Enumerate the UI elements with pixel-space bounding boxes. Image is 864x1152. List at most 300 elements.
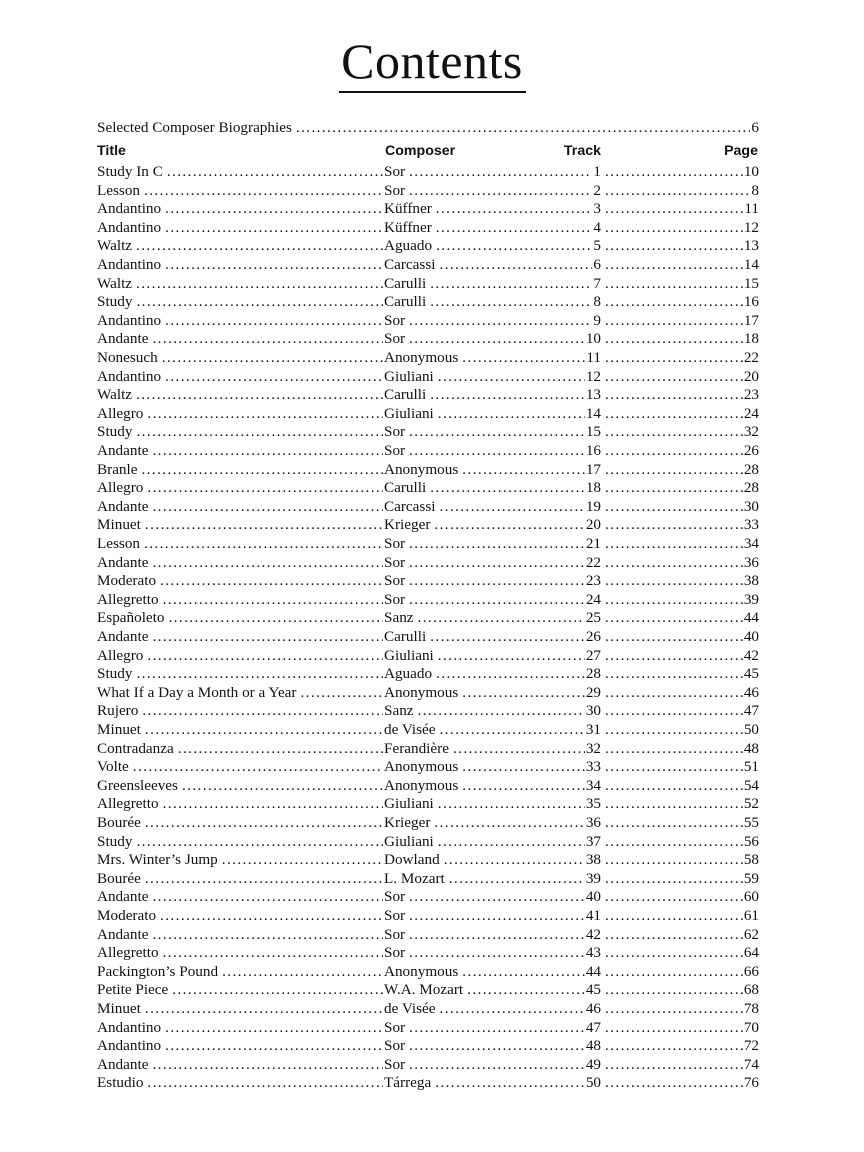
entry-title: Minuet <box>97 516 141 534</box>
dot-leader <box>418 608 585 627</box>
dot-leader <box>430 627 585 646</box>
dot-leader <box>605 850 743 869</box>
entry-title: Andantino <box>97 256 162 273</box>
dot-leader <box>430 292 592 311</box>
entry-page: 33 <box>743 516 759 534</box>
dot-leader <box>605 236 743 255</box>
dot-leader <box>145 869 383 888</box>
entry-title: Contradanza <box>97 739 174 757</box>
entry-title: Andante <box>97 1055 149 1073</box>
dot-leader <box>165 218 383 237</box>
toc-entry[interactable] <box>97 236 759 255</box>
dot-leader <box>439 255 592 274</box>
dot-leader <box>409 1055 585 1074</box>
entry-track: 27 <box>585 646 601 664</box>
entry-track: 43 <box>585 944 601 962</box>
entry-track: 36 <box>585 814 601 831</box>
dot-leader <box>605 757 743 776</box>
entry-page: 16 <box>743 293 759 311</box>
toc-entry[interactable] <box>97 367 759 386</box>
toc-entry[interactable] <box>97 311 759 330</box>
entry-title: Españoleto <box>97 609 165 627</box>
entry-page: 45 <box>743 665 759 683</box>
entry-track: 12 <box>585 367 601 385</box>
dot-leader <box>605 571 743 590</box>
entry-track: 18 <box>585 479 601 497</box>
toc-entry[interactable] <box>97 292 759 311</box>
entry-track: 31 <box>585 721 601 738</box>
dot-leader <box>430 274 592 293</box>
entry-page: 38 <box>743 572 759 590</box>
entry-composer: Anonymous <box>384 460 459 478</box>
toc-entry[interactable] <box>97 664 759 683</box>
dot-leader <box>438 832 585 851</box>
toc-entry[interactable] <box>97 460 759 479</box>
entry-track: 45 <box>585 981 601 999</box>
dot-leader <box>133 757 383 776</box>
dot-leader <box>605 906 743 925</box>
dot-leader <box>467 980 585 999</box>
entry-composer: Sor <box>384 944 406 962</box>
entry-composer: Giuliani <box>384 795 434 813</box>
entry-track: 44 <box>585 962 601 980</box>
entry-composer: Sor <box>384 535 406 552</box>
toc-entry[interactable] <box>97 962 759 981</box>
dot-leader <box>409 590 585 609</box>
toc-entry[interactable] <box>97 887 759 906</box>
entry-track: 22 <box>585 553 601 571</box>
entry-composer: Sor <box>384 907 406 924</box>
dot-leader <box>605 925 743 944</box>
dot-leader <box>605 534 743 553</box>
toc-entry[interactable] <box>97 794 759 813</box>
entry-track: 25 <box>585 609 601 627</box>
entry-title: Mrs. Winter’s Jump <box>97 851 218 869</box>
dot-leader <box>300 683 383 702</box>
entry-page: 30 <box>743 497 759 515</box>
dot-leader <box>409 311 592 330</box>
entry-title: Andantino <box>97 367 162 385</box>
toc-entry[interactable] <box>97 999 759 1018</box>
entry-composer: Carulli <box>384 386 427 404</box>
dot-leader <box>145 515 383 534</box>
dot-leader <box>605 255 743 274</box>
dot-leader <box>444 850 585 869</box>
toc-entry[interactable] <box>97 255 759 274</box>
entry-track: 1 <box>593 163 601 180</box>
dot-leader <box>145 813 383 832</box>
dot-leader <box>147 646 383 665</box>
toc-entry[interactable] <box>97 646 759 665</box>
column-header-page: Page <box>724 143 758 159</box>
toc-entry[interactable] <box>97 683 759 702</box>
entry-page: 66 <box>743 962 759 980</box>
entry-page: 20 <box>743 367 759 385</box>
entry-track: 3 <box>593 200 601 218</box>
entry-page: 48 <box>743 739 759 757</box>
entry-title: Moderato <box>97 572 157 590</box>
toc-entry[interactable] <box>97 720 759 739</box>
dot-leader <box>136 236 383 255</box>
dot-leader <box>462 962 585 981</box>
dot-leader <box>152 329 383 348</box>
entry-page: 28 <box>743 460 759 478</box>
dot-leader <box>409 1036 585 1055</box>
entry-title: Andante <box>97 497 149 515</box>
entry-title: Study In C <box>97 163 163 180</box>
dot-leader <box>222 962 383 981</box>
entry-track: 23 <box>585 572 601 590</box>
entry-title: Allegro <box>97 479 144 497</box>
toc-entry[interactable] <box>97 1073 759 1092</box>
toc-entry[interactable] <box>97 162 759 181</box>
entry-page: 70 <box>743 1018 759 1036</box>
dot-leader <box>409 162 592 181</box>
entry-page: 62 <box>743 925 759 943</box>
dot-leader <box>449 869 585 888</box>
dot-leader <box>605 329 743 348</box>
entry-track: 8 <box>593 293 601 311</box>
toc-entry[interactable] <box>97 776 759 795</box>
entry-page: 50 <box>743 721 759 738</box>
entry-title: Allegro <box>97 404 144 422</box>
entry-track: 48 <box>585 1037 601 1055</box>
entry-page: 44 <box>743 609 759 627</box>
entry-track: 38 <box>585 851 601 869</box>
toc-entry[interactable] <box>97 943 759 962</box>
entry-track: 11 <box>586 349 601 366</box>
entry-page: 40 <box>743 628 759 645</box>
entry-track: 29 <box>585 683 601 701</box>
toc-entry[interactable] <box>97 329 759 348</box>
dot-leader <box>605 181 750 200</box>
toc-entry[interactable] <box>97 1036 759 1055</box>
dot-leader <box>147 404 383 423</box>
entry-composer: Sor <box>384 442 406 459</box>
dot-leader <box>605 460 743 479</box>
toc-entry[interactable] <box>97 478 759 497</box>
entry-title: Andante <box>97 330 149 348</box>
entry-track: 46 <box>585 1000 601 1017</box>
dot-leader <box>605 627 743 646</box>
entry-title: Petite Piece <box>97 981 169 999</box>
entry-track: 37 <box>585 832 601 850</box>
dot-leader <box>160 571 383 590</box>
entry-composer: Dowland <box>384 851 440 869</box>
entry-title: Greensleeves <box>97 776 178 794</box>
dot-leader <box>605 162 743 181</box>
dot-leader <box>605 590 743 609</box>
entry-composer: Sor <box>384 330 406 348</box>
entry-title: Bourée <box>97 814 141 831</box>
entry-title: Andantino <box>97 200 162 218</box>
entry-title: Andantino <box>97 311 162 329</box>
entry-track: 42 <box>585 925 601 943</box>
dot-leader <box>605 999 743 1018</box>
dot-leader <box>434 515 584 534</box>
dot-leader <box>439 497 584 516</box>
dot-leader <box>152 441 383 460</box>
dot-leader <box>605 646 743 665</box>
dot-leader <box>430 478 585 497</box>
dot-leader <box>163 794 383 813</box>
entry-composer: Giuliani <box>384 646 434 664</box>
entry-composer: Aguado <box>384 237 433 255</box>
dot-leader <box>163 590 383 609</box>
entry-composer: Sor <box>384 1037 406 1055</box>
entry-page: 61 <box>743 907 759 924</box>
dot-leader <box>136 385 383 404</box>
dot-leader <box>605 218 743 237</box>
toc-entry[interactable] <box>97 1018 759 1037</box>
entry-page: 13 <box>743 237 759 255</box>
entry-composer: Küffner <box>384 200 432 218</box>
dot-leader <box>605 739 743 758</box>
entry-track: 39 <box>585 869 601 887</box>
dot-leader <box>605 422 743 441</box>
entry-composer: de Visée <box>384 721 436 738</box>
toc-entry[interactable] <box>97 441 759 460</box>
entry-title: Andante <box>97 553 149 571</box>
toc-entry[interactable] <box>97 627 759 646</box>
toc-entry[interactable] <box>97 571 759 590</box>
entry-composer: Carulli <box>384 479 427 497</box>
entry-title: Lesson <box>97 181 141 199</box>
dot-leader <box>160 906 383 925</box>
toc-entry[interactable] <box>97 181 759 200</box>
column-header-track: Track <box>563 143 601 159</box>
dot-leader <box>462 460 585 479</box>
dot-leader <box>605 701 743 720</box>
dot-leader <box>605 980 743 999</box>
entry-title: Allegretto <box>97 590 159 608</box>
entry-title: Allegro <box>97 646 144 664</box>
toc-entry[interactable] <box>97 515 759 534</box>
entry-track: 9 <box>593 311 601 329</box>
dot-leader <box>434 813 584 832</box>
dot-leader <box>136 664 383 683</box>
toc-entry[interactable] <box>97 274 759 293</box>
toc-entry[interactable] <box>97 701 759 720</box>
dot-leader <box>409 925 585 944</box>
entry-title: Andante <box>97 628 149 645</box>
toc-entry[interactable] <box>97 925 759 944</box>
dot-leader <box>172 980 383 999</box>
entry-page: 14 <box>743 256 759 273</box>
dot-leader <box>605 1036 743 1055</box>
entry-track: 41 <box>585 907 601 924</box>
dot-leader <box>163 943 383 962</box>
entry-composer: Sor <box>384 572 406 590</box>
toc-entry[interactable] <box>97 980 759 999</box>
toc-entry[interactable] <box>97 832 759 851</box>
biographies-label: Selected Composer Biographies <box>97 119 292 136</box>
toc-entry[interactable] <box>97 869 759 888</box>
entry-track: 24 <box>585 590 601 608</box>
dot-leader <box>165 1036 383 1055</box>
toc-entry[interactable] <box>97 553 759 572</box>
dot-leader <box>462 683 585 702</box>
toc-entry[interactable] <box>97 218 759 237</box>
entry-track: 21 <box>585 535 601 552</box>
entry-page: 52 <box>743 795 759 813</box>
dot-leader <box>168 608 383 627</box>
dot-leader <box>605 553 743 572</box>
dot-leader <box>430 385 585 404</box>
dot-leader <box>605 292 743 311</box>
dot-leader <box>462 348 585 367</box>
dot-leader <box>152 1055 383 1074</box>
toc-entry[interactable] <box>97 497 759 516</box>
entry-title: Nonesuch <box>97 349 158 366</box>
entry-composer: Giuliani <box>384 367 434 385</box>
dot-leader <box>409 441 585 460</box>
dot-leader <box>141 460 383 479</box>
dot-leader <box>605 515 743 534</box>
entry-title: Study <box>97 665 133 683</box>
entry-page: 72 <box>743 1037 759 1055</box>
toc-entry[interactable] <box>97 422 759 441</box>
biographies-entry[interactable] <box>97 118 759 137</box>
dot-leader <box>605 962 743 981</box>
toc-entry[interactable] <box>97 739 759 758</box>
dot-leader <box>605 869 743 888</box>
entry-track: 30 <box>585 702 601 720</box>
dot-leader <box>605 1055 743 1074</box>
entry-composer: Carulli <box>384 628 427 645</box>
entry-title: Moderato <box>97 907 157 924</box>
dot-leader <box>605 274 743 293</box>
entry-page: 54 <box>743 776 759 794</box>
dot-leader <box>136 292 383 311</box>
dot-leader <box>605 441 743 460</box>
column-header-composer: Composer <box>385 143 456 159</box>
toc-entry[interactable] <box>97 813 759 832</box>
dot-leader <box>605 1018 743 1037</box>
dot-leader <box>147 1073 383 1092</box>
dot-leader <box>605 832 743 851</box>
entry-title: Waltz <box>97 237 133 255</box>
entry-title: Study <box>97 832 133 850</box>
toc-entry[interactable] <box>97 385 759 404</box>
dot-leader <box>438 646 585 665</box>
toc-entry[interactable] <box>97 1055 759 1074</box>
entry-composer: de Visée <box>384 1000 436 1017</box>
entry-title: Rujero <box>97 702 139 720</box>
entry-track: 20 <box>585 516 601 534</box>
dot-leader <box>296 118 751 137</box>
entry-composer: Sor <box>384 1018 406 1036</box>
dot-leader <box>605 813 743 832</box>
entry-track: 49 <box>585 1055 601 1073</box>
dot-leader <box>165 1018 383 1037</box>
entry-page: 28 <box>743 479 759 497</box>
entry-page: 26 <box>743 442 759 459</box>
entry-title: Andantino <box>97 1018 162 1036</box>
entry-title: Minuet <box>97 721 141 738</box>
dot-leader <box>165 255 383 274</box>
dot-leader <box>152 887 383 906</box>
entry-page: 64 <box>743 944 759 962</box>
toc-entry[interactable] <box>97 404 759 423</box>
dot-leader <box>462 776 585 795</box>
entry-page: 12 <box>743 218 759 236</box>
toc-entry[interactable] <box>97 534 759 553</box>
entry-composer: W.A. Mozart <box>384 981 464 999</box>
entry-composer: Sor <box>384 590 406 608</box>
toc-entry[interactable] <box>97 348 759 367</box>
entry-composer: Sor <box>384 181 406 199</box>
entry-composer: Giuliani <box>384 404 434 422</box>
entry-track: 6 <box>593 256 601 273</box>
entry-composer: Sanz <box>384 702 414 720</box>
entry-composer: Carcassi <box>384 256 436 273</box>
entry-track: 19 <box>585 497 601 515</box>
toc-entry[interactable] <box>97 199 759 218</box>
dot-leader <box>182 776 383 795</box>
dot-leader <box>453 739 585 758</box>
dot-leader <box>438 794 585 813</box>
dot-leader <box>144 534 383 553</box>
dot-leader <box>605 887 743 906</box>
entry-title: Waltz <box>97 386 133 404</box>
entry-track: 32 <box>585 739 601 757</box>
toc-entry[interactable] <box>97 608 759 627</box>
entry-title: Branle <box>97 460 138 478</box>
dot-leader <box>409 887 585 906</box>
entry-title: Study <box>97 423 133 441</box>
entry-title: Lesson <box>97 535 141 552</box>
entry-composer: Krieger <box>384 516 431 534</box>
entry-page: 15 <box>743 274 759 292</box>
entry-page: 58 <box>743 851 759 869</box>
entry-composer: Tárrega <box>384 1074 432 1092</box>
dot-leader <box>165 367 383 386</box>
entry-title: Waltz <box>97 274 133 292</box>
toc-entry[interactable] <box>97 906 759 925</box>
entry-title: Minuet <box>97 1000 141 1017</box>
entry-composer: Sanz <box>384 609 414 627</box>
dot-leader <box>436 664 585 683</box>
dot-leader <box>605 720 743 739</box>
entry-page: 76 <box>743 1074 759 1092</box>
entry-composer: Sor <box>384 553 406 571</box>
entry-page: 11 <box>744 200 759 218</box>
toc-entry[interactable] <box>97 850 759 869</box>
entry-title: Study <box>97 293 133 311</box>
dot-leader <box>167 162 383 181</box>
entry-composer: Sor <box>384 1055 406 1073</box>
entry-composer: Küffner <box>384 218 432 236</box>
entry-track: 33 <box>585 758 601 776</box>
entry-page: 55 <box>743 814 759 831</box>
entry-composer: Sor <box>384 423 406 441</box>
entry-track: 14 <box>585 404 601 422</box>
dot-leader <box>162 348 383 367</box>
entry-page: 39 <box>743 590 759 608</box>
toc-entry[interactable] <box>97 757 759 776</box>
dot-leader <box>605 478 743 497</box>
dot-leader <box>165 199 383 218</box>
entry-track: 26 <box>585 628 601 645</box>
entry-composer: Ferandière <box>384 739 449 757</box>
entry-track: 40 <box>585 888 601 906</box>
entry-title: Andantino <box>97 1037 162 1055</box>
dot-leader <box>605 683 743 702</box>
entry-composer: Krieger <box>384 814 431 831</box>
toc-entry[interactable] <box>97 590 759 609</box>
entry-page: 46 <box>743 683 759 701</box>
